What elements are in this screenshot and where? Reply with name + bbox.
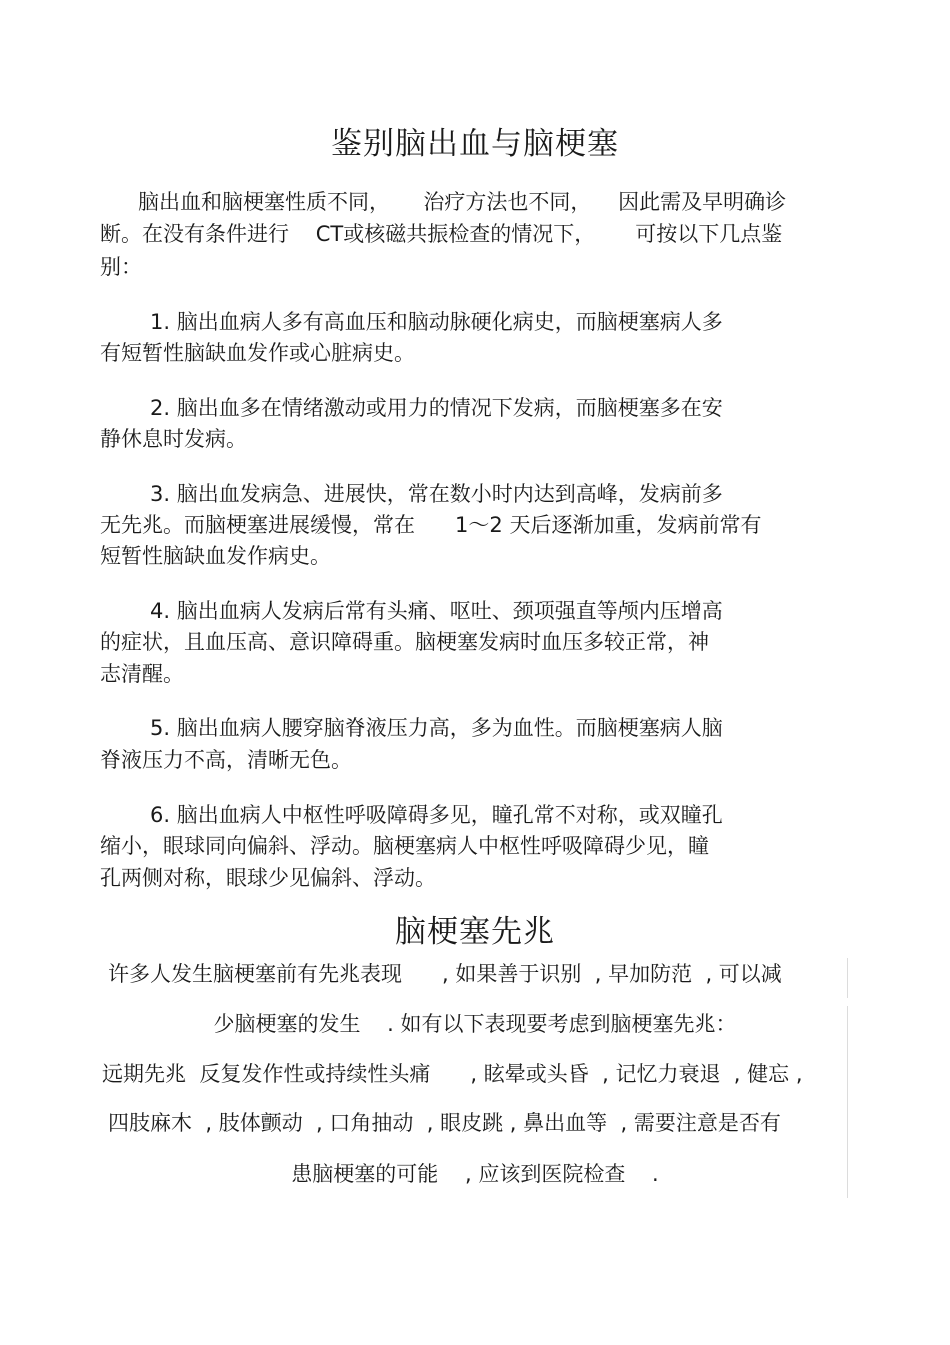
point-4-line-3: 志清醒。 bbox=[100, 662, 184, 686]
point-2-line-1: 2. 脑出血多在情绪激动或用力的情况下发病，而脑梗塞多在安 bbox=[150, 396, 723, 420]
intro-line-2: 断。在没有条件进行 CT或核磁共振检查的情况下， 可按以下几点鉴 bbox=[100, 222, 783, 246]
point-5-line-2: 脊液压力不高，清晰无色。 bbox=[100, 748, 352, 772]
point-4-line-1: 4. 脑出血病人发病后常有头痛、呕吐、颈项强直等颅内压增高 bbox=[150, 599, 723, 623]
point-6-line-1: 6. 脑出血病人中枢性呼吸障碍多见，瞳孔常不对称，或双瞳孔 bbox=[150, 803, 723, 827]
point-6-line-2: 缩小，眼球同向偏斜、浮动。脑梗塞病人中枢性呼吸障碍少见，瞳 bbox=[100, 834, 709, 858]
section-line-2: 少脑梗塞的发生 . 如有以下表现要考虑到脑梗塞先兆： bbox=[213, 1012, 737, 1036]
point-3-line-3: 短暂性脑缺血发作病史。 bbox=[100, 544, 331, 568]
intro-line-3: 别： bbox=[100, 255, 142, 279]
point-3-line-1: 3. 脑出血发病急、进展快，常在数小时内达到高峰，发病前多 bbox=[150, 482, 723, 506]
section-title: 脑梗塞先兆 bbox=[395, 914, 555, 950]
point-2-line-2: 静休息时发病。 bbox=[100, 427, 247, 451]
table-border-right bbox=[847, 958, 848, 998]
page-title: 鉴别脑出血与脑梗塞 bbox=[331, 126, 619, 162]
intro-line-1: 脑出血和脑梗塞性质不同， 治疗方法也不同， 因此需及早明确诊 bbox=[138, 190, 787, 214]
point-1-line-1: 1. 脑出血病人多有高血压和脑动脉硬化病史，而脑梗塞病人多 bbox=[150, 310, 723, 334]
point-4-line-2: 的症状，且血压高、意识障碍重。脑梗塞发病时血压多较正常，神 bbox=[100, 630, 709, 654]
point-6-line-3: 孔两侧对称，眼球少见偏斜、浮动。 bbox=[100, 866, 436, 890]
section-line-1: 许多人发生脑梗塞前有先兆表现 , 如果善于识别 , 早加防范 , 可以减 bbox=[108, 962, 782, 986]
point-1-line-2: 有短暂性脑缺血发作或心脏病史。 bbox=[100, 341, 415, 365]
section-line-5: 患脑梗塞的可能 , 应该到医院检查 . bbox=[291, 1162, 659, 1186]
section-line-3: 远期先兆 反复发作性或持续性头痛 , 眩晕或头昏 , 记忆力衰退 , 健忘 , bbox=[102, 1062, 803, 1086]
section-line-4: 四肢麻木 , 肢体颤动 , 口角抽动 , 眼皮跳 , 鼻出血等 , 需要注意是否有 bbox=[108, 1111, 781, 1135]
point-5-line-1: 5. 脑出血病人腰穿脑脊液压力高，多为血性。而脑梗塞病人脑 bbox=[150, 716, 723, 740]
point-3-line-2: 无先兆。而脑梗塞进展缓慢，常在 1～2 天后逐渐加重，发病前常有 bbox=[100, 513, 762, 537]
